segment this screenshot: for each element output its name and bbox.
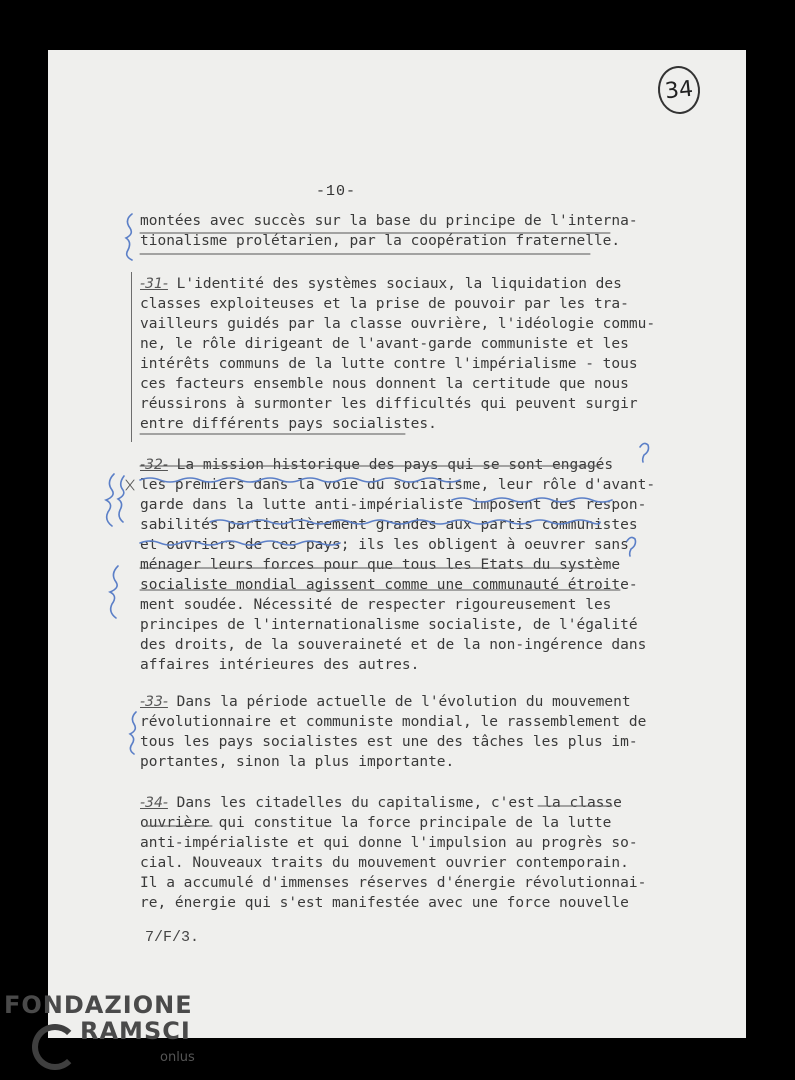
paragraph-34: [140, 793, 647, 913]
paragraph-31: [140, 274, 656, 434]
watermark-line1: FONDAZIONE: [4, 991, 193, 1019]
document-reference: 7/F/3.: [145, 929, 200, 946]
text-line: cial. Nouveaux traits du mouvement ouvrier contemporain.: [140, 855, 629, 871]
text-line: les premiers dans la voie du socialisme, leur rôle d'avant-: [140, 477, 656, 493]
text-line: vailleurs guidés par la classe ouvrière, l'idéologie commu-: [140, 316, 656, 332]
text-line: et ouvriers de ces pays; ils les obligent à oeuvrer sans: [140, 537, 629, 553]
text-line: réussirons à surmonter les difficultés qui peuvent surgir: [140, 396, 638, 412]
text-line: portantes, sinon la plus importante.: [140, 754, 455, 770]
text-line: intérêts communs de la lutte contre l'impérialisme - tous: [140, 356, 638, 372]
text-line: ouvrière qui constitue la force principale de la lutte: [140, 815, 612, 831]
text-line: entre différents pays socialistes.: [140, 416, 437, 432]
watermark-suffix: onlus: [160, 1050, 195, 1065]
page-number: -10-: [316, 183, 357, 200]
text-line: socialiste mondial agissent comme une communauté étroite-: [140, 577, 638, 593]
text-line: montées avec succès sur la base du principe de l'interna-: [140, 213, 638, 229]
text-line: ment soudée. Nécessité de respecter rigoureusement les: [140, 597, 612, 613]
paragraph-intro: [140, 211, 638, 251]
text-line: Il a accumulé d'immenses réserves d'énergie révolutionnai-: [140, 875, 647, 891]
text-line: tous les pays socialistes est une des tâches les plus im-: [140, 734, 638, 750]
text-line: principes de l'internationalisme socialiste, de l'égalité: [140, 617, 638, 633]
watermark: [4, 992, 193, 1044]
folio-number: 34: [656, 64, 703, 116]
paragraph-number: -33-: [140, 694, 168, 710]
text-line: ménager leurs forces pour que tous les Etats du système: [140, 557, 621, 573]
text-line: classes exploiteuses et la prise de pouvoir par les tra-: [140, 296, 629, 312]
paragraph-number: -32-: [140, 457, 168, 473]
text-line: garde dans la lutte anti-impérialiste imposent des respon-: [140, 497, 647, 513]
text-line: sabilités particulièrement grandes aux partis communistes: [140, 517, 638, 533]
text-line: anti-impérialiste et qui donne l'impulsion au progrès so-: [140, 835, 638, 851]
margin-pencil-line: [131, 272, 132, 442]
text-line: révolutionnaire et communiste mondial, le rassemblement de: [140, 714, 647, 730]
text-line: Dans les citadelles du capitalisme, c'est la classe: [167, 795, 622, 811]
text-line: re, énergie qui s'est manifestée avec une force nouvelle: [140, 895, 629, 911]
text-line: tionalisme prolétarien, par la coopération fraternelle.: [140, 233, 621, 249]
paragraph-32: [140, 455, 656, 675]
text-line: des droits, de la souveraineté et de la non-ingérence dans: [140, 637, 647, 653]
paragraph-33: [140, 692, 647, 772]
text-line: affaires intérieures des autres.: [140, 657, 420, 673]
text-line: ces facteurs ensemble nous donnent la certitude que nous: [140, 376, 629, 392]
text-line: ne, le rôle dirigeant de l'avant-garde communiste et les: [140, 336, 629, 352]
paragraph-number: -31-: [140, 276, 168, 292]
text-line: L'identité des systèmes sociaux, la liquidation des: [167, 276, 622, 292]
text-line: Dans la période actuelle de l'évolution du mouvement: [167, 694, 631, 710]
paragraph-number: -34-: [140, 795, 168, 811]
text-line: La mission historique des pays qui se sont engagés: [167, 457, 614, 473]
watermark-line2: RAMSCI: [80, 1017, 191, 1045]
